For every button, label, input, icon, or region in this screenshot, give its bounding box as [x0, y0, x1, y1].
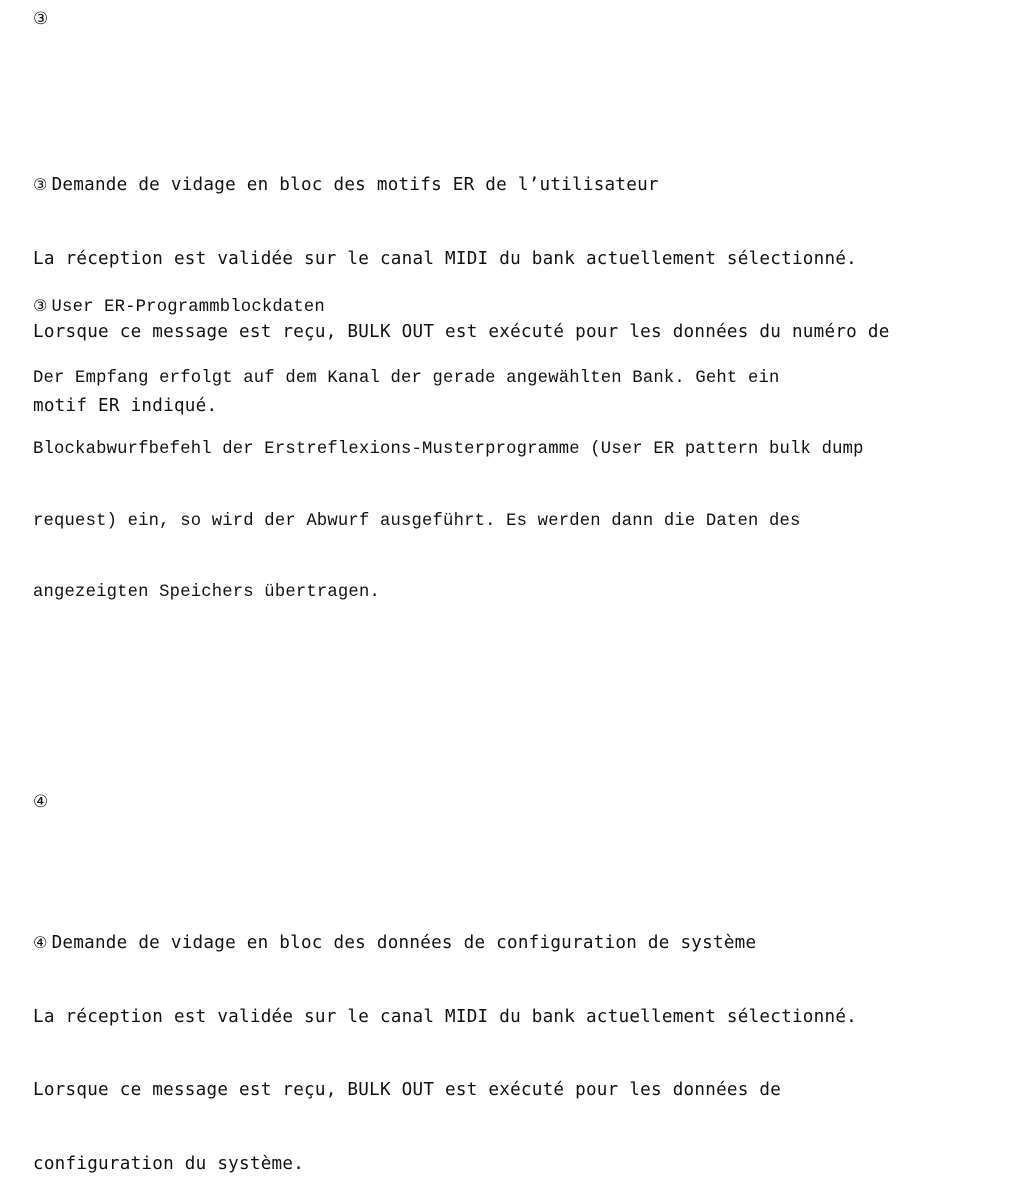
section-4-french-text — [33, 882, 1008, 1201]
section-4-french-line: La réception est validée sur le canal MIDI du bank actuellement sélectionné. — [33, 1006, 858, 1027]
section-3-german-number: ③ — [33, 295, 48, 315]
section-3-german-line: Der Empfang erfolgt auf dem Kanal der gerade angewählten Bank. Geht ein — [33, 368, 780, 388]
section-3-number: ③ — [33, 175, 48, 194]
section-4-marker: ④ — [33, 792, 49, 812]
section-4-number: ④ — [33, 933, 48, 952]
section-3-french-line: La réception est validée sur le canal MIDI du bank actuellement sélectionné. — [33, 248, 858, 269]
section-3-german-line: request) ein, so wird der Abwurf ausgeführt. Es werden dann die Daten des — [33, 511, 801, 531]
section-3-german-text — [33, 246, 1008, 629]
section-3-german-title: User ER-Programmblockdaten — [51, 297, 325, 317]
section-4-french-title-line — [33, 931, 1008, 956]
section-3-french-line: Lorsque ce message est reçu, BULK OUT est exécuté pour les données du numéro de — [33, 322, 890, 342]
section-4-french-title: Demande de vidage en bloc des données de configuration de système — [51, 933, 757, 953]
section-3-german-line: Blockabwurfbefehl der Erstreflexions-Musterprogramme (User ER pattern bulk dump — [33, 440, 864, 460]
section-3-german-line: angezeigten Speichers übertragen. — [33, 583, 380, 603]
section-3-french-title-line — [33, 173, 1008, 198]
section-3-german-title-line — [33, 294, 1008, 320]
section-3-french-title: Demande de vidage en bloc des motifs ER de l’utilisateur — [51, 175, 659, 195]
section-3-marker: ③ — [33, 9, 49, 29]
section-3-french-line: motif ER indiqué. — [33, 395, 218, 416]
section-4-french-line: Lorsque ce message est reçu, BULK OUT est exécuté pour les données de — [33, 1080, 782, 1100]
section-4-french-line: configuration du système. — [33, 1153, 305, 1174]
